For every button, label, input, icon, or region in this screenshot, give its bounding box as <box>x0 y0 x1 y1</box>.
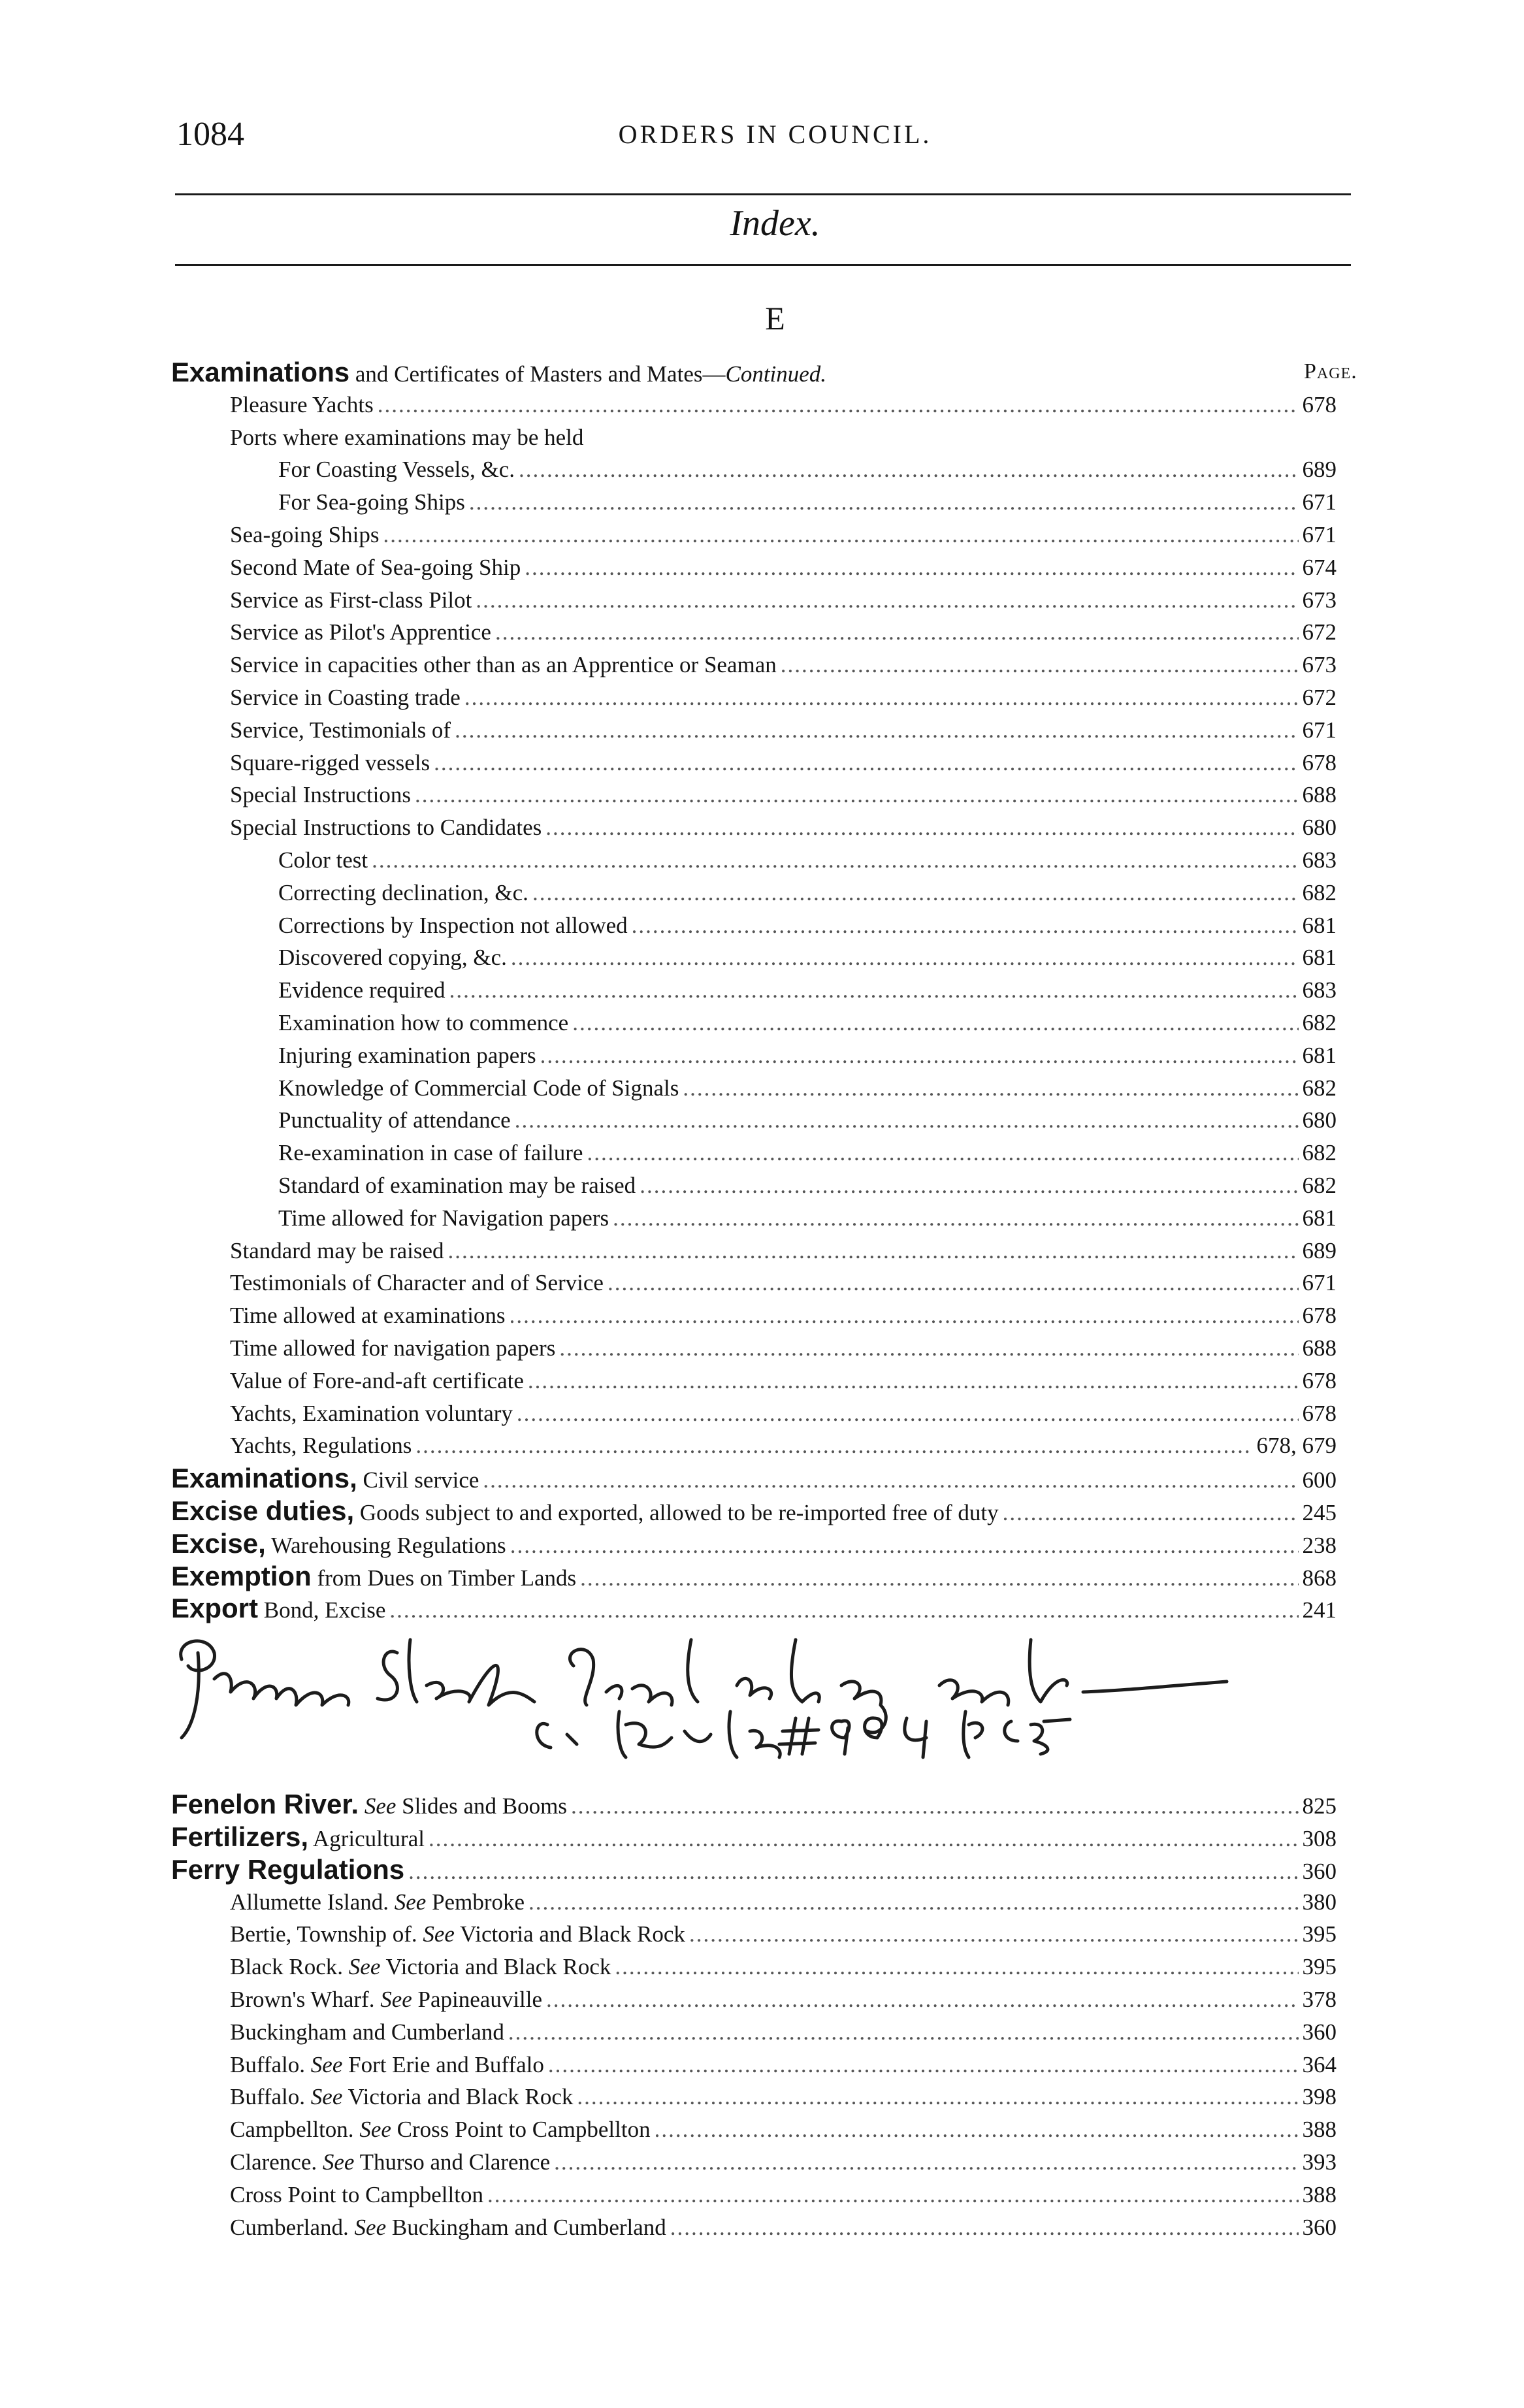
entry-text: Fort Erie and Buffalo <box>348 2051 544 2077</box>
entry-label <box>278 1203 609 1234</box>
index-main-entry <box>171 1789 1337 1820</box>
page-reference: 308 <box>1302 1826 1337 1851</box>
section-letter: E <box>765 300 785 336</box>
index-sub-entry <box>230 552 1337 583</box>
dot-leader <box>434 747 1298 779</box>
entry-label <box>230 1919 685 1950</box>
entry-text: Goods subject to and exported, allowed to be re-imported free of duty <box>354 1500 999 1525</box>
entry-label <box>230 552 521 583</box>
entry-text: Thurso and Clarence <box>359 2149 551 2175</box>
index-sub-entry <box>278 942 1337 973</box>
entry-text: Knowledge of Commercial Code of Signals <box>278 1075 679 1101</box>
entry-label <box>230 585 472 616</box>
index-main-entry <box>171 357 1337 388</box>
index-main-entry <box>171 1821 1337 1853</box>
index-main-entry <box>171 1854 1337 1885</box>
dot-leader <box>640 1170 1298 1201</box>
entry-label <box>278 877 528 909</box>
entry-text: from Dues on Timber Lands <box>311 1565 577 1591</box>
entry-text: Ports where examinations may be held <box>230 424 584 450</box>
page-reference: 395 <box>1302 1954 1337 1980</box>
entry-label <box>230 389 374 421</box>
index-sub-entry <box>230 1235 1337 1267</box>
entry-label <box>230 2049 544 2081</box>
entry-text: Injuring examination papers <box>278 1042 536 1068</box>
entry-text: Black Rock. <box>230 1954 344 1980</box>
entry-label <box>171 1854 404 1887</box>
entry-label <box>278 1073 679 1104</box>
entry-label <box>230 422 583 453</box>
index-sub-entry <box>278 1040 1337 1071</box>
dot-leader <box>655 2114 1299 2145</box>
entry-text: Agricultural <box>308 1826 425 1851</box>
index-sub-entry <box>230 682 1337 713</box>
entry-text: Corrections by Inspection not allowed <box>278 912 628 938</box>
entry-text: Bond, Excise <box>258 1597 386 1623</box>
entry-label <box>278 454 515 485</box>
see-reference: See <box>310 2084 343 2110</box>
dot-leader <box>540 1040 1299 1071</box>
page-reference: 678 <box>1302 391 1337 417</box>
entry-label <box>278 1137 583 1169</box>
dot-leader <box>528 1887 1298 1918</box>
entry-text: Sea-going Ships <box>230 522 380 547</box>
entry-text: Papineauville <box>417 1987 543 2012</box>
entry-heading: Excise, <box>171 1527 266 1559</box>
index-sub-entry <box>278 975 1337 1006</box>
dot-leader <box>548 2049 1299 2081</box>
index-sub-entry <box>230 585 1337 616</box>
entry-text: Service in Coasting trade <box>230 685 461 710</box>
index-sub-entry <box>230 2081 1337 2113</box>
dot-leader <box>510 1530 1299 1561</box>
entry-label <box>278 1040 536 1071</box>
page-reference: 245 <box>1302 1500 1337 1525</box>
entry-label <box>230 519 379 551</box>
entry-text: Square-rigged vessels <box>230 749 430 775</box>
entry-text: Discovered copying, &c. <box>278 945 507 971</box>
index-sub-entry <box>230 2049 1337 2081</box>
page-reference: 678 <box>1302 1400 1337 1426</box>
dot-leader <box>476 585 1298 616</box>
dot-leader <box>689 1919 1299 1950</box>
entry-text: Clarence. <box>230 2149 317 2175</box>
dot-leader <box>615 1951 1298 1983</box>
entry-label <box>278 1007 568 1039</box>
entry-heading: Exemption <box>171 1560 312 1591</box>
entry-label <box>230 2017 504 2048</box>
entry-text: Victoria and Black Rock <box>460 1921 685 1947</box>
bottom-rule <box>175 264 1351 266</box>
entry-label <box>230 812 542 843</box>
index-sub-entry <box>230 1919 1337 1950</box>
dot-leader <box>429 1823 1299 1855</box>
entry-label <box>171 1821 425 1855</box>
see-reference: See <box>354 2214 387 2240</box>
index-sub-entry <box>230 1267 1337 1299</box>
page-reference: 671 <box>1302 717 1337 743</box>
entry-label <box>278 1105 511 1136</box>
entry-label <box>230 779 411 811</box>
entry-text: Brown's Wharf. <box>230 1987 375 2012</box>
entry-heading: Excise duties, <box>171 1495 355 1526</box>
page-reference: 672 <box>1302 685 1337 710</box>
page-reference: 673 <box>1302 652 1337 678</box>
page-reference: 689 <box>1302 1237 1337 1263</box>
index-sub-entry <box>278 1170 1337 1201</box>
page-reference: 674 <box>1302 554 1337 580</box>
page-reference: 682 <box>1302 1173 1337 1198</box>
entry-heading: Export <box>171 1593 259 1624</box>
dot-leader <box>372 845 1298 876</box>
entry-text: Warehousing Regulations <box>265 1532 506 1558</box>
entry-label <box>230 1267 604 1299</box>
running-head: ORDERS IN COUNCIL. <box>618 120 932 149</box>
page-column-label: Page. <box>1304 359 1357 383</box>
dot-leader <box>608 1267 1299 1299</box>
entry-label <box>278 942 507 973</box>
entry-label <box>230 2179 483 2211</box>
see-reference: See <box>322 2149 355 2175</box>
page-reference: 388 <box>1302 2117 1337 2143</box>
page-reference: 825 <box>1302 1793 1337 1819</box>
dot-leader <box>383 519 1298 551</box>
dot-leader <box>408 1856 1298 1887</box>
entry-text: Slides and Booms <box>402 1793 567 1819</box>
index-main-entry <box>171 1495 1337 1527</box>
index-sub-entry <box>230 1398 1337 1429</box>
entry-label <box>278 1170 636 1201</box>
entry-label <box>230 2081 573 2113</box>
entry-text: Service, Testimonials of <box>230 717 451 743</box>
entry-label <box>230 1951 611 1983</box>
entry-text: Cross Point to Campbellton <box>230 2181 483 2207</box>
entry-label <box>230 1398 513 1429</box>
dot-leader <box>449 975 1299 1006</box>
entry-heading: Examinations <box>171 357 350 387</box>
see-reference: See <box>394 1889 427 1915</box>
entry-text: Pembroke <box>432 1889 525 1915</box>
entry-label <box>230 682 461 713</box>
dot-leader <box>455 715 1298 746</box>
entry-text: Second Mate of Sea-going Ship <box>230 554 521 580</box>
handwritten-annotation <box>169 1614 1279 1770</box>
see-reference: See <box>348 1954 381 1980</box>
page-reference: 680 <box>1302 815 1337 841</box>
entry-text: Bertie, Township of. <box>230 1921 417 1947</box>
index-sub-entry <box>230 1984 1337 2015</box>
page-reference: 360 <box>1302 2019 1337 2045</box>
entry-label <box>230 649 777 681</box>
dot-leader <box>571 1791 1299 1822</box>
dot-leader <box>587 1137 1298 1169</box>
page-number: 1084 <box>176 116 244 153</box>
dot-leader <box>572 1007 1298 1039</box>
entry-label <box>230 2147 550 2178</box>
index-sub-entry <box>278 1105 1337 1136</box>
index-sub-entry <box>278 1137 1337 1169</box>
dot-leader <box>683 1073 1298 1104</box>
entry-text: Service in capacities other than as an Apprentice or Seaman <box>230 652 777 678</box>
entry-heading: Ferry Regulations <box>171 1853 405 1885</box>
index-sub-entry <box>278 845 1337 876</box>
index-sub-entry <box>230 1365 1337 1397</box>
index-sub-entry <box>278 454 1337 485</box>
index-sub-entry <box>230 2212 1337 2243</box>
entry-text: Examination how to commence <box>278 1010 569 1035</box>
dot-leader <box>532 877 1299 909</box>
entry-label <box>278 975 446 1006</box>
see-reference: See <box>359 2117 391 2143</box>
entry-text: Yachts, Examination voluntary <box>230 1400 513 1426</box>
dot-leader <box>510 1300 1299 1331</box>
index-sub-entry <box>230 617 1337 648</box>
page-reference: 681 <box>1302 945 1337 971</box>
page-reference: 682 <box>1302 1140 1337 1166</box>
entry-text: Service as First-class Pilot <box>230 587 472 613</box>
entry-label <box>230 747 430 779</box>
page-reference: 600 <box>1302 1467 1337 1493</box>
entry-text: Standard of examination may be raised <box>278 1173 636 1198</box>
page-reference: 688 <box>1302 782 1337 808</box>
dot-leader <box>528 1365 1299 1397</box>
page-reference: 682 <box>1302 879 1337 905</box>
index-sub-entry <box>230 747 1337 779</box>
entry-label <box>230 1365 524 1397</box>
see-reference: See <box>310 2051 343 2077</box>
index-sub-entry <box>278 1203 1337 1234</box>
entry-label <box>230 617 491 648</box>
index-sub-entry <box>230 715 1337 746</box>
entry-text: Special Instructions to Candidates <box>230 815 542 841</box>
page-reference: 678 <box>1302 749 1337 775</box>
dot-leader <box>378 389 1299 421</box>
index-sub-entry <box>230 1430 1337 1461</box>
dot-leader <box>511 942 1299 973</box>
entry-label <box>171 1463 479 1496</box>
entry-label <box>171 1528 506 1561</box>
dot-leader <box>415 779 1298 811</box>
page-reference: 380 <box>1302 1889 1337 1915</box>
see-reference: See <box>423 1921 455 1947</box>
index-sub-entry <box>230 812 1337 843</box>
index-sub-entry <box>278 877 1337 909</box>
page-reference: 672 <box>1302 619 1337 645</box>
entry-text: Testimonials of Character and of Service <box>230 1270 604 1296</box>
index-sub-entry <box>278 1007 1337 1039</box>
dot-leader <box>483 1465 1298 1496</box>
see-reference: See <box>364 1793 397 1819</box>
index-sub-entry <box>230 1951 1337 1983</box>
entry-label <box>230 1984 542 2015</box>
index-main-entry <box>171 1561 1337 1592</box>
dot-leader <box>580 1563 1298 1594</box>
dot-leader <box>448 1235 1299 1267</box>
page-reference: 671 <box>1302 489 1337 515</box>
entry-text: Campbellton. <box>230 2117 354 2143</box>
dot-leader <box>554 2147 1298 2178</box>
dot-leader <box>415 1430 1252 1461</box>
entry-text: Punctuality of attendance <box>278 1107 511 1133</box>
entry-text: Buffalo. <box>230 2084 306 2110</box>
entry-label <box>278 845 368 876</box>
entry-label <box>171 357 826 390</box>
entry-text: Re-examination in case of failure <box>278 1140 583 1166</box>
entry-label <box>278 910 628 941</box>
dot-leader <box>545 812 1298 843</box>
index-sub-entry <box>230 1887 1337 1918</box>
index-main-entry <box>171 1528 1337 1559</box>
index-sub-entry <box>230 2114 1337 2145</box>
page-reference: 241 <box>1302 1597 1337 1623</box>
index-sub-entry <box>230 389 1337 421</box>
entry-text: For Sea-going Ships <box>278 489 465 515</box>
page-reference: 682 <box>1302 1010 1337 1035</box>
entry-label <box>278 487 465 518</box>
page-reference: 682 <box>1302 1075 1337 1101</box>
index-sub-entry <box>230 649 1337 681</box>
entry-heading: Fertilizers, <box>171 1821 309 1852</box>
page-reference: 393 <box>1302 2149 1337 2175</box>
index-sub-entry <box>230 2147 1337 2178</box>
dot-leader <box>508 2017 1299 2048</box>
page-reference: 681 <box>1302 1205 1337 1231</box>
entry-text: Victoria and Black Rock <box>385 1954 611 1980</box>
page-reference: 671 <box>1302 1270 1337 1296</box>
dot-leader <box>781 649 1299 681</box>
dot-leader <box>632 910 1299 941</box>
entry-label <box>230 2212 666 2243</box>
entry-text: Allumette Island. <box>230 1889 389 1915</box>
entry-label <box>171 1561 576 1594</box>
page-reference: 678 <box>1302 1303 1337 1329</box>
dot-leader <box>525 552 1298 583</box>
entry-text: Time allowed at examinations <box>230 1303 506 1329</box>
entry-label <box>171 1789 567 1822</box>
dot-leader <box>515 1105 1299 1136</box>
dot-leader <box>487 2179 1299 2211</box>
dot-leader <box>613 1203 1298 1234</box>
dot-leader <box>1003 1497 1299 1529</box>
index-sub-entry <box>230 779 1337 811</box>
page-reference: 360 <box>1302 1858 1337 1884</box>
dot-leader <box>546 1984 1298 2015</box>
page-reference: 689 <box>1302 457 1337 483</box>
page-reference: 398 <box>1302 2084 1337 2110</box>
entry-label <box>171 1495 999 1529</box>
entry-text: Buckingham and Cumberland <box>391 2214 666 2240</box>
index-sub-entry <box>230 2017 1337 2048</box>
index-main-entry <box>171 1463 1337 1494</box>
entry-text: Victoria and Black Rock <box>348 2084 574 2110</box>
entry-label <box>230 1333 555 1364</box>
entry-text: Pleasure Yachts <box>230 391 374 417</box>
continued-label: Continued. <box>725 361 827 387</box>
index-title: Index. <box>730 203 820 244</box>
entry-label <box>230 1430 412 1461</box>
index-sub-entry <box>278 487 1337 518</box>
index-sub-entry <box>230 519 1337 551</box>
page-reference: 238 <box>1302 1532 1337 1558</box>
see-reference: See <box>380 1987 412 2012</box>
page-reference: 678, 679 <box>1256 1433 1337 1459</box>
dot-leader <box>577 2081 1298 2113</box>
entry-text: Special Instructions <box>230 782 412 808</box>
page-reference: 378 <box>1302 1987 1337 2012</box>
dot-leader <box>559 1333 1298 1364</box>
entry-text: and Certificates of Masters and Mates— <box>349 361 726 387</box>
index-sub-entry <box>230 1333 1337 1364</box>
entry-text: Time allowed for navigation papers <box>230 1335 556 1361</box>
page-reference: 364 <box>1302 2051 1337 2077</box>
entry-text: Color test <box>278 847 368 873</box>
entry-label <box>230 2114 651 2145</box>
entry-label <box>230 1235 444 1267</box>
entry-heading: Examinations, <box>171 1463 357 1494</box>
page-reference: 395 <box>1302 1921 1337 1947</box>
entry-text: Time allowed for Navigation papers <box>278 1205 609 1231</box>
entry-text: Cumberland. <box>230 2214 349 2240</box>
entry-text: Cross Point to Campbellton <box>397 2117 651 2143</box>
page-reference: 678 <box>1302 1367 1337 1393</box>
index-sub-entry <box>230 422 1337 453</box>
page-reference: 671 <box>1302 522 1337 547</box>
dot-leader <box>469 487 1299 518</box>
entry-text: Value of Fore-and-aft certificate <box>230 1367 524 1393</box>
entry-text: Correcting declination, &c. <box>278 879 528 905</box>
entry-label <box>230 715 451 746</box>
entry-label <box>230 1300 506 1331</box>
entry-text: Buffalo. <box>230 2051 306 2077</box>
entry-heading: Fenelon River. <box>171 1789 359 1820</box>
dot-leader <box>517 1398 1299 1429</box>
top-rule <box>175 193 1351 195</box>
entry-text: Civil service <box>357 1467 479 1493</box>
entry-text: Service as Pilot's Apprentice <box>230 619 491 645</box>
entry-text: Evidence required <box>278 977 446 1003</box>
page-reference: 673 <box>1302 587 1337 613</box>
dot-leader <box>495 617 1299 648</box>
entry-text: For Coasting Vessels, &c. <box>278 457 515 483</box>
dot-leader <box>464 682 1299 713</box>
page-reference: 681 <box>1302 912 1337 938</box>
index-sub-entry <box>278 1073 1337 1104</box>
dot-leader <box>519 454 1299 485</box>
entry-text: Yachts, Regulations <box>230 1433 412 1459</box>
page-reference: 680 <box>1302 1107 1337 1133</box>
page-reference: 683 <box>1302 977 1337 1003</box>
entry-text: Standard may be raised <box>230 1237 444 1263</box>
entry-label <box>230 1887 525 1918</box>
entry-text: Buckingham and Cumberland <box>230 2019 504 2045</box>
page-reference: 868 <box>1302 1565 1337 1591</box>
page-reference: 683 <box>1302 847 1337 873</box>
dot-leader <box>670 2212 1299 2243</box>
page-reference: 688 <box>1302 1335 1337 1361</box>
page-reference: 360 <box>1302 2214 1337 2240</box>
index-sub-entry <box>278 910 1337 941</box>
page-reference: 681 <box>1302 1042 1337 1068</box>
index-sub-entry <box>230 2179 1337 2211</box>
page-reference: 388 <box>1302 2181 1337 2207</box>
index-sub-entry <box>230 1300 1337 1331</box>
